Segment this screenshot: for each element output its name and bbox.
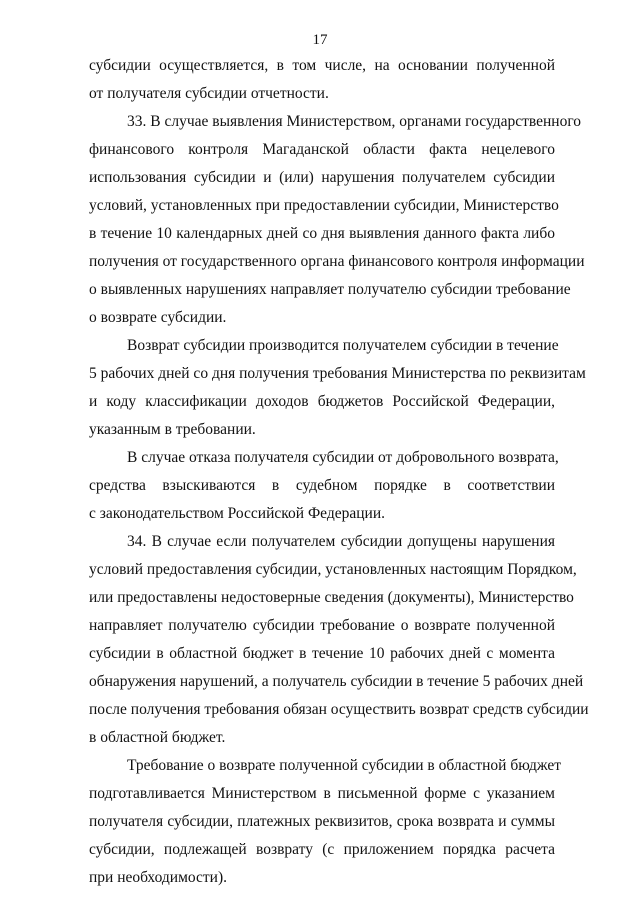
text-line: субсидии в областной бюджет в течение 10 рабочих дней с момента [89, 645, 555, 662]
text-line: от получателя субсидии отчетности. [89, 85, 329, 102]
text-line: Требование о возврате полученной субсидии в областной бюджет [127, 757, 562, 774]
text-line: в течение 10 календарных дней со дня выявления данного факта либо [89, 225, 555, 242]
text-line: или предоставлены недостоверные сведения (документы), Министерство [89, 589, 574, 606]
text-line: подготавливается Министерством в письменной форме с указанием [89, 785, 555, 802]
text-line: направляет получателю субсидии требование о возврате полученной [89, 617, 555, 634]
text-line: В случае отказа получателя субсидии от добровольного возврата, [127, 449, 559, 466]
text-line: субсидии, подлежащей возврату (с приложением порядка расчета [89, 841, 555, 858]
text-line: обнаружения нарушений, а получатель субсидии в течение 5 рабочих дней [89, 673, 584, 690]
text-line: о выявленных нарушениях направляет получателю субсидии требование [89, 281, 571, 298]
page-number: 17 [312, 32, 328, 48]
text-line: 5 рабочих дней со дня получения требования Министерства по реквизитам [89, 365, 586, 382]
text-line: финансового контроля Магаданской области факта нецелевого [89, 141, 555, 158]
text-line: получателя субсидии, платежных реквизитов, срока возврата и суммы [89, 813, 555, 830]
text-line: 34. В случае если получателем субсидии допущены нарушения [127, 533, 555, 550]
text-line: о возврате субсидии. [89, 309, 227, 326]
text-line: получения от государственного органа финансового контроля информации [89, 253, 585, 270]
text-line: в областной бюджет. [89, 729, 226, 746]
text-line: использования субсидии и (или) нарушения получателем субсидии [89, 169, 555, 186]
text-line: условий предоставления субсидии, установленных настоящим Порядком, [89, 561, 577, 578]
text-line: с законодательством Российской Федерации. [89, 505, 386, 522]
text-line: 33. В случае выявления Министерством, органами государственного [127, 113, 582, 130]
text-line: указанным в требовании. [89, 421, 256, 438]
text-line: Возврат субсидии производится получателем субсидии в течение [127, 337, 559, 354]
text-line: после получения требования обязан осуществить возврат средств субсидии [89, 701, 589, 718]
text-line: средства взыскиваются в судебном порядке в соответствии [89, 477, 555, 494]
text-line: при необходимости). [89, 869, 228, 886]
text-line: условий, установленных при предоставлении субсидии, Министерство [89, 197, 559, 214]
text-line: субсидии осуществляется, в том числе, на основании полученной [89, 57, 555, 74]
text-line: и коду классификации доходов бюджетов Российской Федерации, [89, 393, 555, 410]
